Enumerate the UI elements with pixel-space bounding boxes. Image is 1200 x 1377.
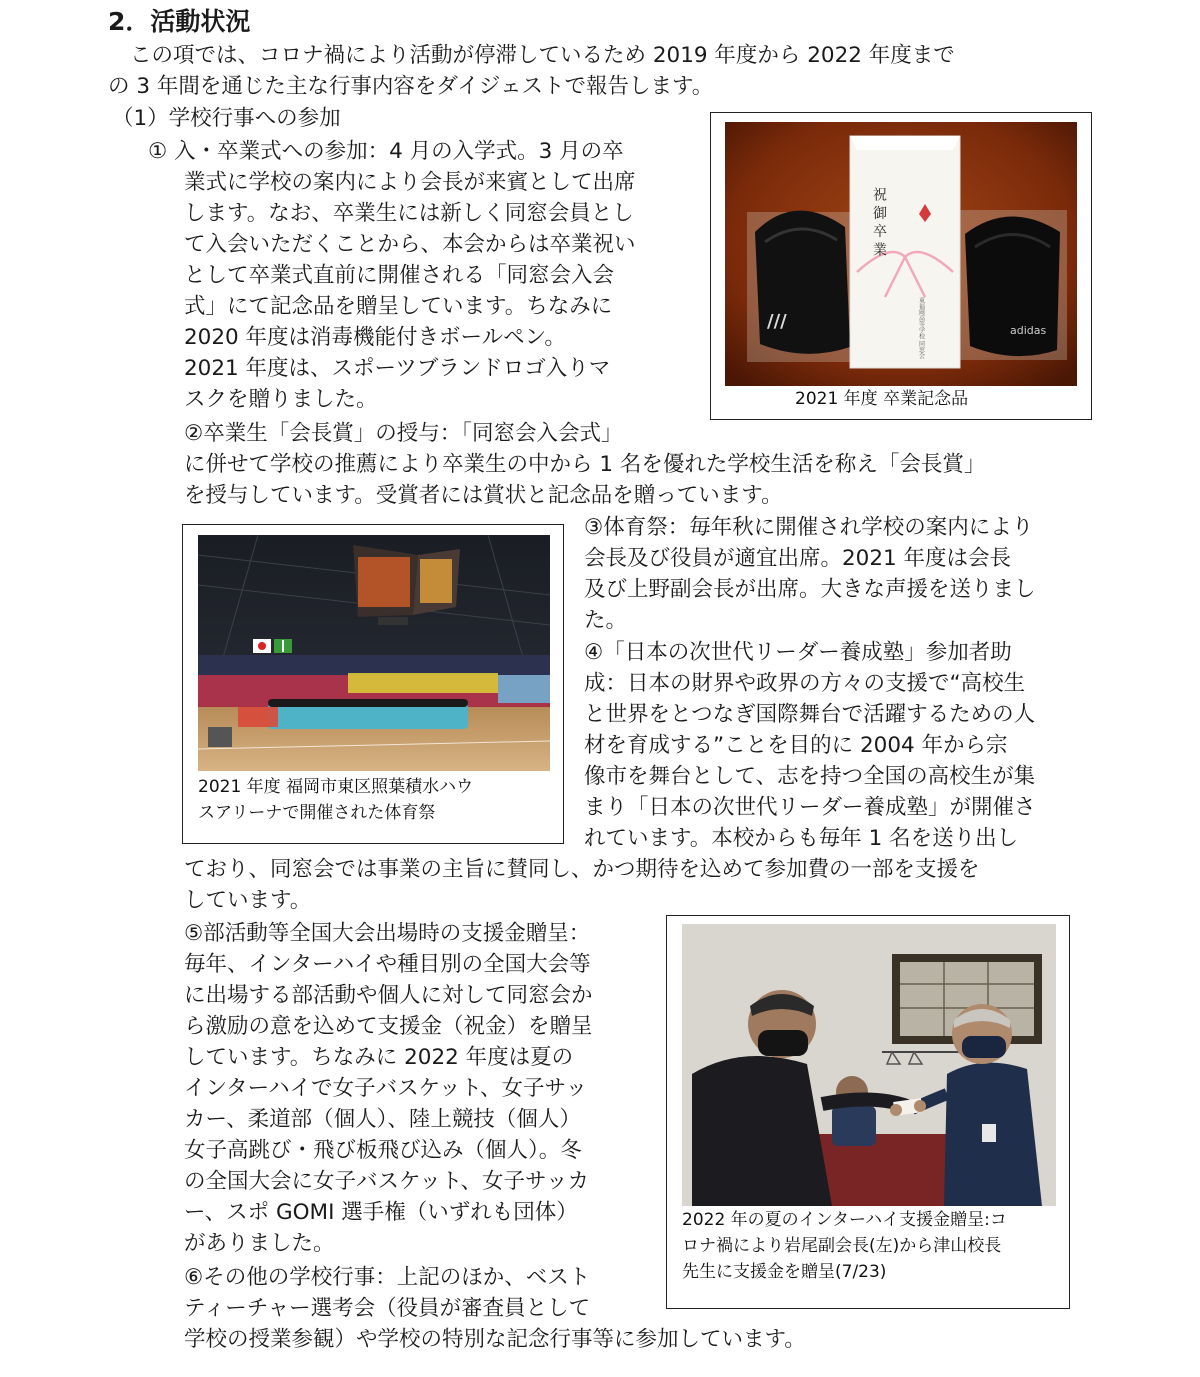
item4-line: ④「日本の次世代リーダー養成塾」参加者助 <box>584 640 1012 665</box>
intro-line: の 3 年間を通じた主な行事内容をダイジェストで報告します。 <box>108 74 714 99</box>
item3-line: た。 <box>584 608 628 633</box>
graduation-gift-photo <box>725 122 1077 386</box>
subsection-title: （1）学校行事への参加 <box>112 106 341 131</box>
item4-line: れています。本校からも毎年 1 名を送り出し <box>584 826 1019 851</box>
item3-line: ③体育祭：毎年秋に開催され学校の案内により <box>584 515 1034 540</box>
item1-line: 式」にて記念品を贈呈しています。ちなみに <box>184 294 613 319</box>
item1-line: ① 入・卒業式への参加：4 月の入学式。3 月の卒 <box>148 139 624 164</box>
item5-line: ⑤部活動等全国大会出場時の支援金贈呈： <box>184 921 591 946</box>
item4-line: 像市を舞台として、志を持つ全国の高校生が集 <box>584 764 1036 789</box>
item3-line: 会長及び役員が適宜出席。2021 年度は会長 <box>584 546 1012 571</box>
figure1-caption: 2021 年度 卒業記念品 <box>795 389 969 409</box>
item2-line: に併せて学校の推薦により卒業生の中から 1 名を優れた学校生活を称え「会長賞」 <box>184 452 986 477</box>
item5-line: に出場する部活動や個人に対して同窓会か <box>184 983 593 1008</box>
item5-line: カー、柔道部（個人）、陸上競技（個人） <box>184 1107 581 1132</box>
item1-line: します。なお、卒業生には新しく同窓会員とし <box>184 201 634 226</box>
item1-line: 業式に学校の案内により会長が来賓として出席 <box>184 170 636 195</box>
envelope-sender: 東福岡高等学校 同窓会 <box>917 297 925 359</box>
item2-line: ②卒業生「会長賞」の授与：「同窓会入会式」 <box>184 421 623 446</box>
envelope-title: 祝 御 卒 業 <box>871 187 887 257</box>
figure3-caption-line: 2022 年の夏のインターハイ支援金贈呈:コ <box>682 1210 1007 1230</box>
support-money-photo <box>682 924 1056 1206</box>
item1-line: スクを贈りました。 <box>184 387 378 412</box>
figure2-caption-line: 2021 年度 福岡市東区照葉積水ハウ <box>198 777 474 797</box>
item4-line: 材を育成する”ことを目的に 2004 年から宗 <box>584 733 1008 758</box>
item1-line: として卒業式直前に開催される「同窓会入会 <box>184 263 615 288</box>
figure3-caption-line: 先生に支援金を贈呈(7/23) <box>682 1262 887 1282</box>
item5-line: しています。ちなみに 2022 年度は夏の <box>184 1045 574 1070</box>
intro-line: この項では、コロナ禍により活動が停滞しているため 2019 年度から 2022 年度まで <box>130 43 955 68</box>
item5-line: インターハイで女子バスケット、女子サッ <box>184 1076 588 1101</box>
figure2-caption-line: スアリーナで開催された体育祭 <box>198 803 436 823</box>
figure-support-money <box>666 915 1070 1309</box>
item1-line: て入会いただくことから、本会からは卒業祝い <box>184 232 636 257</box>
item4-line: まり「日本の次世代リーダー養成塾」が開催さ <box>584 795 1036 820</box>
item5-line: 女子高跳び・飛び板飛び込み（個人）。冬 <box>184 1138 582 1163</box>
item6-line: ⑥その他の学校行事：上記のほか、ベスト <box>184 1265 591 1290</box>
item5-line: 毎年、インターハイや種目別の全国大会等 <box>184 952 591 977</box>
section-title: 2．活動状況 <box>108 7 251 36</box>
item4-line: と世界をとつなぎ国際舞台で活躍するための人 <box>584 702 1036 727</box>
item5-line: がありました。 <box>184 1231 335 1256</box>
item2-line: を授与しています。受賞者には賞状と記念品を贈っています。 <box>184 483 783 508</box>
item5-line: ら激励の意を込めて支援金（祝金）を贈呈 <box>184 1014 593 1039</box>
figure-graduation-gift <box>710 112 1092 420</box>
item3-line: 及び上野副会長が出席。大きな声援を送りまし <box>584 577 1036 602</box>
item4-line: ており、同窓会では事業の主旨に賛同し、かつ期待を込めて参加費の一部を支援を <box>184 857 980 882</box>
item6-line: ティーチャー選考会（役員が審査員として <box>184 1296 591 1321</box>
svg-text:adidas: adidas <box>1010 324 1047 337</box>
item5-line: ー、スポ GOMI 選手権（いずれも団体） <box>184 1200 578 1225</box>
item4-line: 成：日本の財界や政界の方々の支援で“高校生 <box>584 671 1026 696</box>
figure-sports-festival <box>182 524 564 844</box>
figure3-caption-line: ロナ禍により岩尾副会長(左)から津山校長 <box>682 1236 1002 1256</box>
item4-line: しています。 <box>184 888 312 913</box>
svg-text:/∕/: /∕/ <box>767 311 787 332</box>
item1-line: 2020 年度は消毒機能付きボールペン。 <box>184 325 566 350</box>
item5-line: の全国大会に女子バスケット、女子サッカ <box>184 1169 590 1194</box>
item1-line: 2021 年度は、スポーツブランドロゴ入りマ <box>184 356 611 381</box>
item6-line: 学校の授業参観）や学校の特別な記念行事等に参加しています。 <box>184 1327 806 1352</box>
sports-festival-photo <box>198 535 550 771</box>
